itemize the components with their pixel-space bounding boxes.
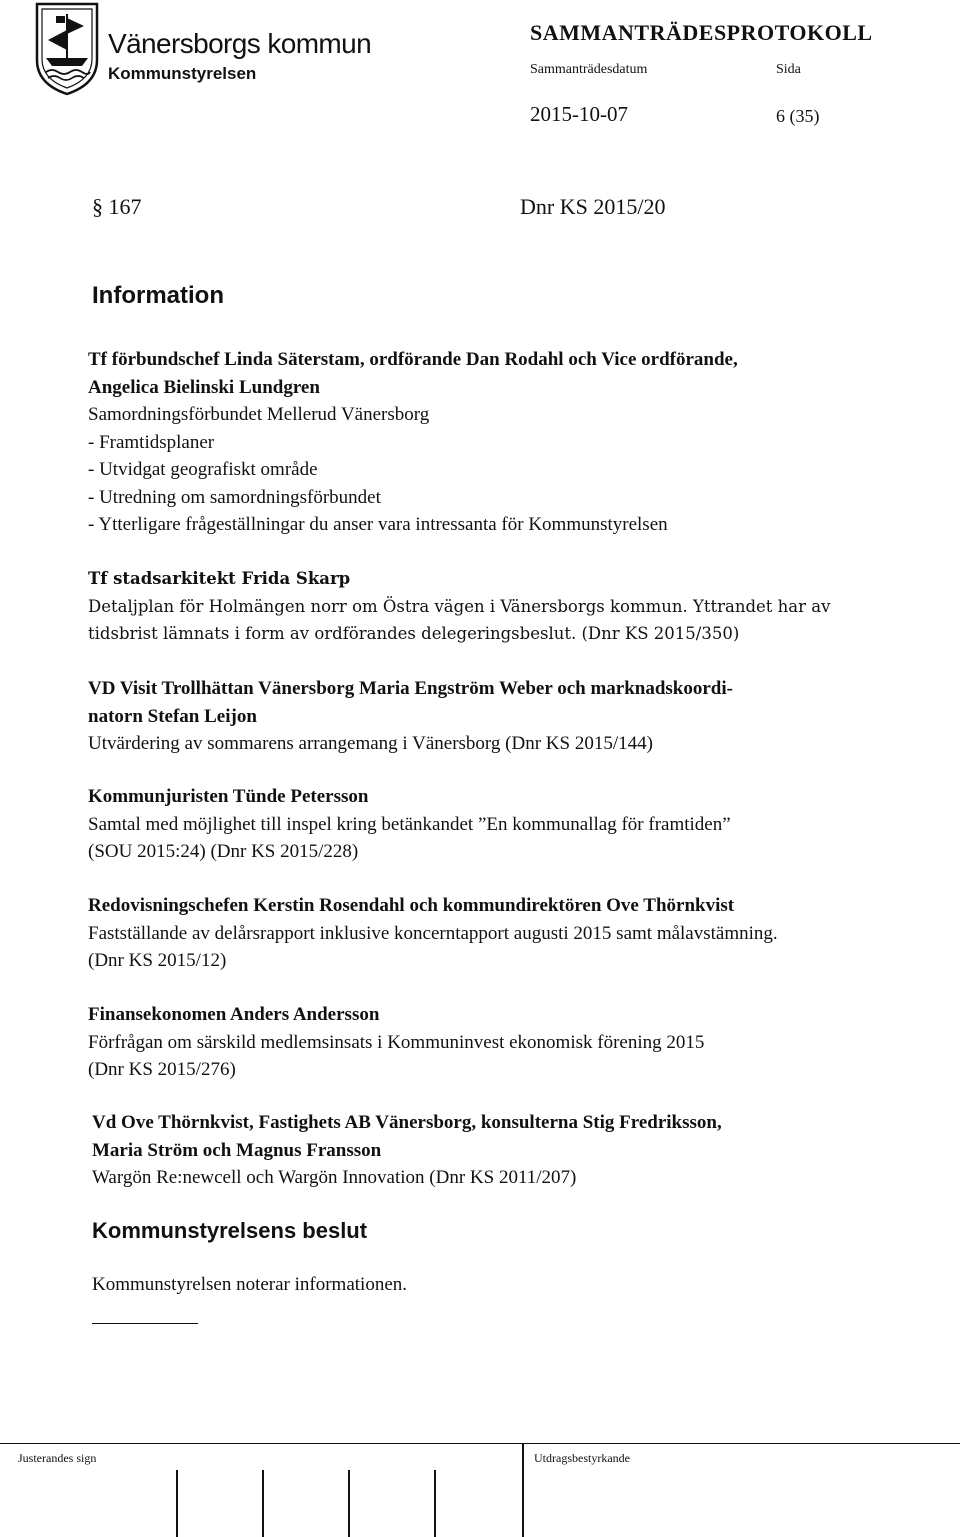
page-number: 6 (35) xyxy=(776,106,820,126)
block-text-line: Samordningsförbundet Mellerud Vänersborg xyxy=(88,404,430,425)
info-block xyxy=(88,783,731,866)
block-text-line: (SOU 2015:24) (Dnr KS 2015/228) xyxy=(88,841,359,862)
block-text-line: - Ytterligare frågeställningar du anser vara intressanta för Kommunstyrelsen xyxy=(88,514,668,535)
block-text-line: - Utredning om samordningsförbundet xyxy=(88,486,381,508)
document-type: SAMMANTRÄDESPROTOKOLL xyxy=(530,20,873,45)
block-text-line: Samtal med möjlighet till inspel kring betänkandet ”En kommunallag för framtiden” xyxy=(88,813,731,835)
footer-column-divider xyxy=(522,1443,524,1537)
block-heading-line: Tf förbundschef Linda Säterstam, ordförande Dan Rodahl och Vice ordförande, xyxy=(88,349,738,370)
block-heading-line: natorn Stefan Leijon xyxy=(88,705,257,727)
block-text-line: (Dnr KS 2015/276) xyxy=(88,1059,236,1080)
case-number: Dnr KS 2015/20 xyxy=(520,194,666,219)
block-heading-line: Redovisningschefen Kerstin Rosendahl och kommundirektören Ove Thörnkvist xyxy=(88,895,735,916)
info-block xyxy=(88,892,778,975)
paragraph-number: § 167 xyxy=(92,194,142,219)
block-heading-line: Maria Ström och Magnus Fransson xyxy=(92,1139,382,1161)
block-text-line: (Dnr KS 2015/12) xyxy=(88,950,227,971)
block-heading-line: Vd Ove Thörnkvist, Fastighets AB Vänersborg, konsulterna Stig Fredriksson, xyxy=(92,1112,722,1133)
info-block xyxy=(88,675,733,758)
block-text-line: Detaljplan för Holmängen norr om Östra vägen i Vänersborgs kommun. Yttrandet har av xyxy=(88,596,831,616)
certification-label: Utdragsbestyrkande xyxy=(534,1451,630,1465)
block-text-line: - Utvidgat geografiskt område xyxy=(88,459,318,480)
info-block xyxy=(88,346,738,539)
decision-text: Kommunstyrelsen noterar informationen. xyxy=(92,1274,408,1295)
block-text-line: Förfrågan om särskild medlemsinsats i Kommuninvest ekonomisk förening 2015 xyxy=(88,1031,705,1053)
end-divider xyxy=(92,1323,198,1324)
page-title: Information xyxy=(92,282,224,309)
block-text-line: tidsbrist lämnats i form av ordförandes delegeringsbeslut. (Dnr KS 2015/350) xyxy=(88,624,740,643)
page-label: Sida xyxy=(776,62,801,77)
signature-box-divider xyxy=(262,1470,264,1537)
info-block xyxy=(88,565,830,648)
signature-box-divider xyxy=(176,1470,178,1537)
block-text-line: - Framtidsplaner xyxy=(88,431,215,453)
info-block xyxy=(88,1001,704,1084)
signature-box-divider xyxy=(348,1470,350,1537)
block-heading-line: Kommunjuristen Tünde Petersson xyxy=(88,786,369,807)
organization-name: Kommunstyrelsen xyxy=(108,64,257,83)
municipality-logo xyxy=(34,0,100,96)
info-block xyxy=(92,1109,722,1192)
block-text-line: Fastställande av delårsrapport inklusive koncerntapport augusti 2015 samt målavstämning. xyxy=(88,922,778,944)
block-text-line: Utvärdering av sommarens arrangemang i Vänersborg (Dnr KS 2015/144) xyxy=(88,733,653,754)
signature-box-divider xyxy=(434,1470,436,1537)
municipality-name: Vänersborgs kommun xyxy=(108,28,372,59)
block-heading-line: Finansekonomen Anders Andersson xyxy=(88,1004,380,1025)
block-heading-line: VD Visit Trollhättan Vänersborg Maria Engström Weber och marknadskoordi- xyxy=(88,678,733,699)
block-heading-line: Angelica Bielinski Lundgren xyxy=(88,376,320,398)
date-label: Sammanträdesdatum xyxy=(530,62,648,77)
meeting-date: 2015-10-07 xyxy=(530,102,628,126)
footer-divider xyxy=(0,1443,960,1444)
block-text-line: Wargön Re:newcell och Wargön Innovation (Dnr KS 2011/207) xyxy=(92,1167,577,1188)
block-heading-line: Tf stadsarkitekt Frida Skarp xyxy=(88,569,351,588)
decision-title: Kommunstyrelsens beslut xyxy=(92,1218,368,1243)
signature-label: Justerandes sign xyxy=(18,1451,97,1465)
